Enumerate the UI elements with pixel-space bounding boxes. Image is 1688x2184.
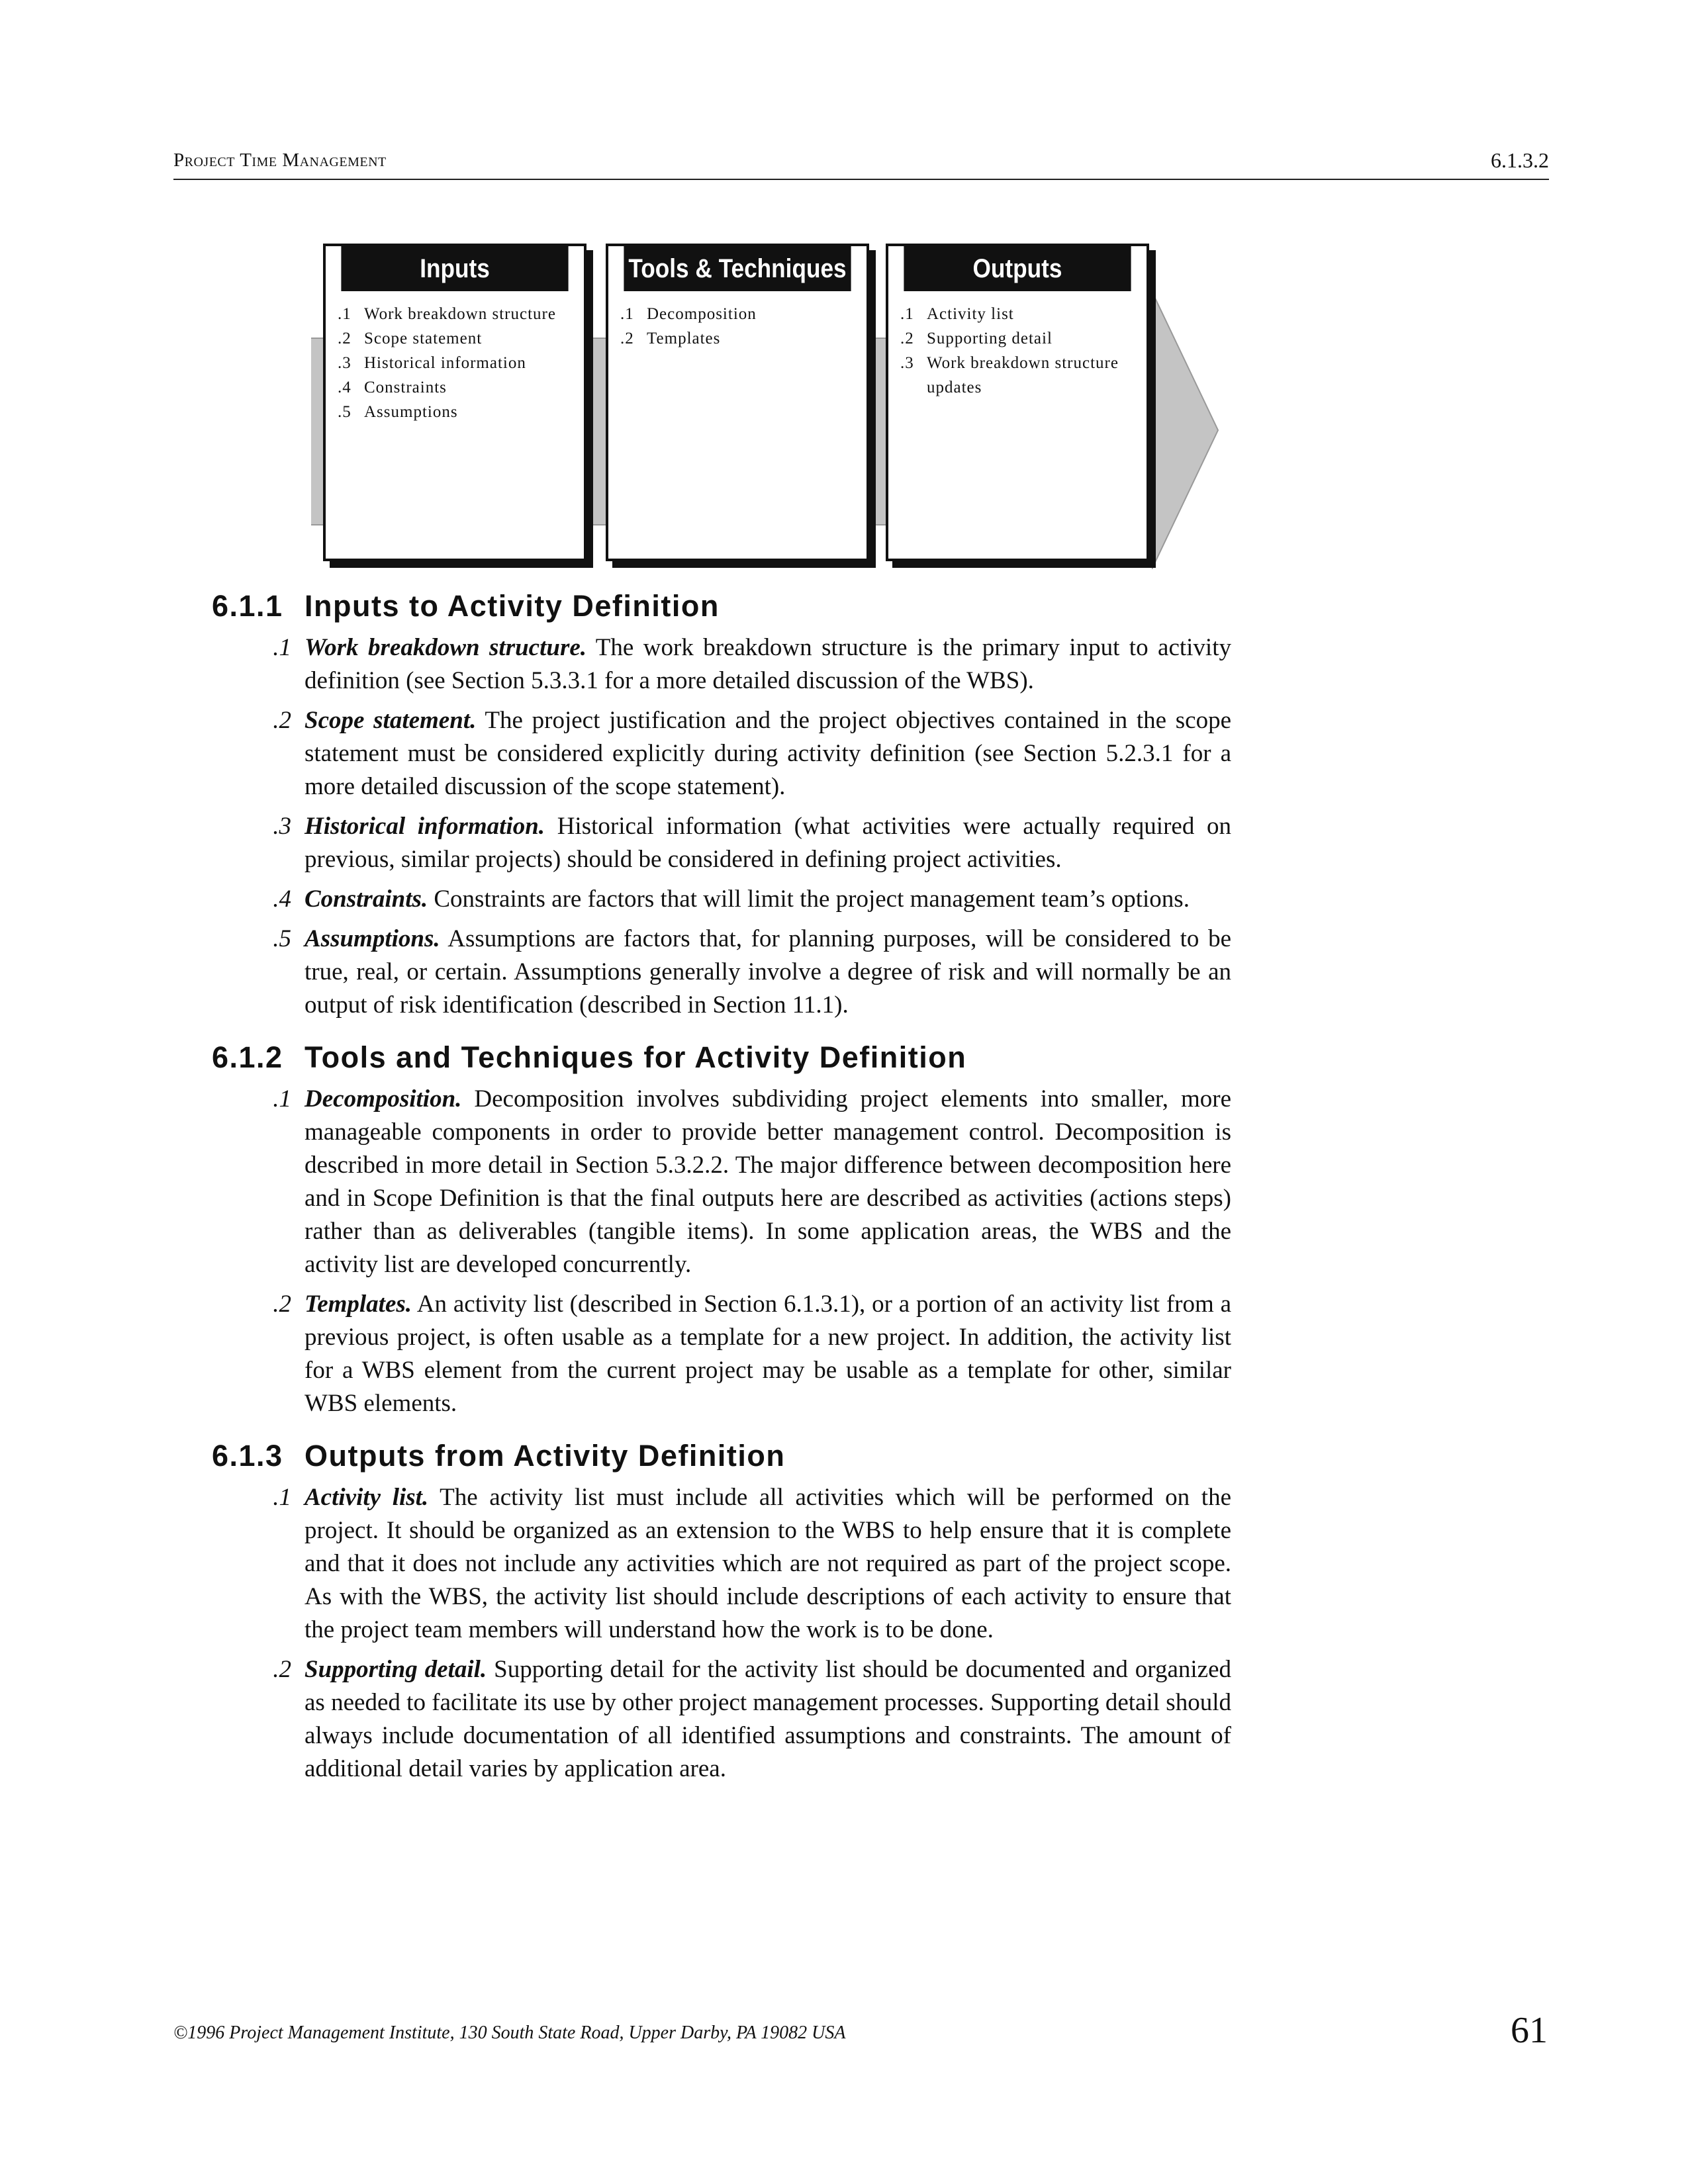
outputs-box (886, 244, 1149, 561)
list-item: .1 Work breakdown structure. The work breakdown structure is the primary input to activity definition (see Section 5.3.3.1 for a more detailed discussion of the WBS). (273, 634, 1231, 694)
outputs-item: .2 Supporting detail (900, 330, 1053, 347)
inputs-box (323, 244, 586, 561)
inputs-item: .4 Constraints (338, 379, 447, 396)
outputs-item: .3 Work breakdown structure updates (900, 354, 1119, 396)
outputs-item: .1 Activity list (900, 305, 1014, 323)
list-item: .1 Activity list. The activity list must include all activities which will be performed on the project. It should be organized as an extension to the WBS to help ensure that it is complete and that it does not include any activities which are not required as part of the project scope. As with the WBS, the activity list should include descriptions of each activity to ensure that the project team members will understand how the work is to be done. (273, 1484, 1231, 1643)
list-item: .1 Decomposition. Decomposition involves subdividing project elements into smaller, more manageable components in order to provide better management control. Decomposition is described in more detail in Section 5.3.2.2. The major difference between decomposition here and in Scope Definition is that the final outputs here are described as activities (actions steps) rather than as deliverables (tangible items). In some application areas, the WBS and the activity list are developed concurrently. (273, 1085, 1231, 1278)
list-item: .4 Constraints. Constraints are factors that will limit the project management team’s options. (273, 886, 1190, 913)
section-heading: 6.1.2 Tools and Techniques for Activity Definition (212, 1040, 967, 1074)
list-item: .5 Assumptions. Assumptions are factors that, for planning purposes, will be considered to be true, real, or certain. Assumptions generally involve a degree of risk and will normally be an output of risk identification (described in Section 11.1). (273, 925, 1231, 1019)
inputs-item: .3 Historical information (338, 354, 526, 372)
section-heading: 6.1.1 Inputs to Activity Definition (212, 589, 720, 623)
list-item: .2 Templates. An activity list (described in Section 6.1.3.1), or a portion of an activity list from a previous project, is often usable as a template for a new project. In addition, the activity list for a WBS element from the current project may be usable as a template for other, similar WBS elements. (273, 1291, 1231, 1417)
page-number: 61 (1511, 2010, 1548, 2051)
inputs-item: .2 Scope statement (338, 330, 483, 347)
inputs-item: .5 Assumptions (338, 403, 458, 421)
running-header-section-number: 6.1.3.2 (1491, 148, 1549, 172)
tools-item: .2 Templates (620, 330, 721, 347)
section-heading: 6.1.3 Outputs from Activity Definition (212, 1439, 786, 1473)
running-header (173, 147, 1549, 180)
tools-item: .1 Decomposition (620, 305, 757, 323)
tools-box-title: Tools & Techniques (624, 246, 851, 291)
main-content (212, 589, 1231, 1792)
list-item: .3 Historical information. Historical information (what activities were actually required on previous, similar projects) should be considered in defining project activities. (273, 813, 1231, 873)
footer-copyright: ©1996 Project Management Institute, 130 South State Road, Upper Darby, PA 19082 USA (173, 2023, 846, 2043)
list-item: .2 Supporting detail. Supporting detail for the activity list should be documented and organized as needed to facilitate its use by other project management processes. Supporting detail should always include documentation of all identified assumptions and constraints. The amount of additional detail varies by application area. (273, 1656, 1231, 1782)
outputs-box-title: Outputs (904, 246, 1131, 291)
diagram-arrow-icon (1152, 291, 1231, 569)
process-diagram (305, 238, 1231, 569)
tools-box (606, 244, 869, 561)
inputs-box-title: Inputs (341, 246, 568, 291)
inputs-item: .1 Work breakdown structure (338, 305, 556, 323)
list-item: .2 Scope statement. The project justification and the project objectives contained in the scope statement must be considered explicitly during activity definition (see Section 5.2.3.1 for a more detailed discussion of the scope statement). (273, 707, 1231, 800)
running-header-title: Project Time Management (173, 150, 387, 171)
